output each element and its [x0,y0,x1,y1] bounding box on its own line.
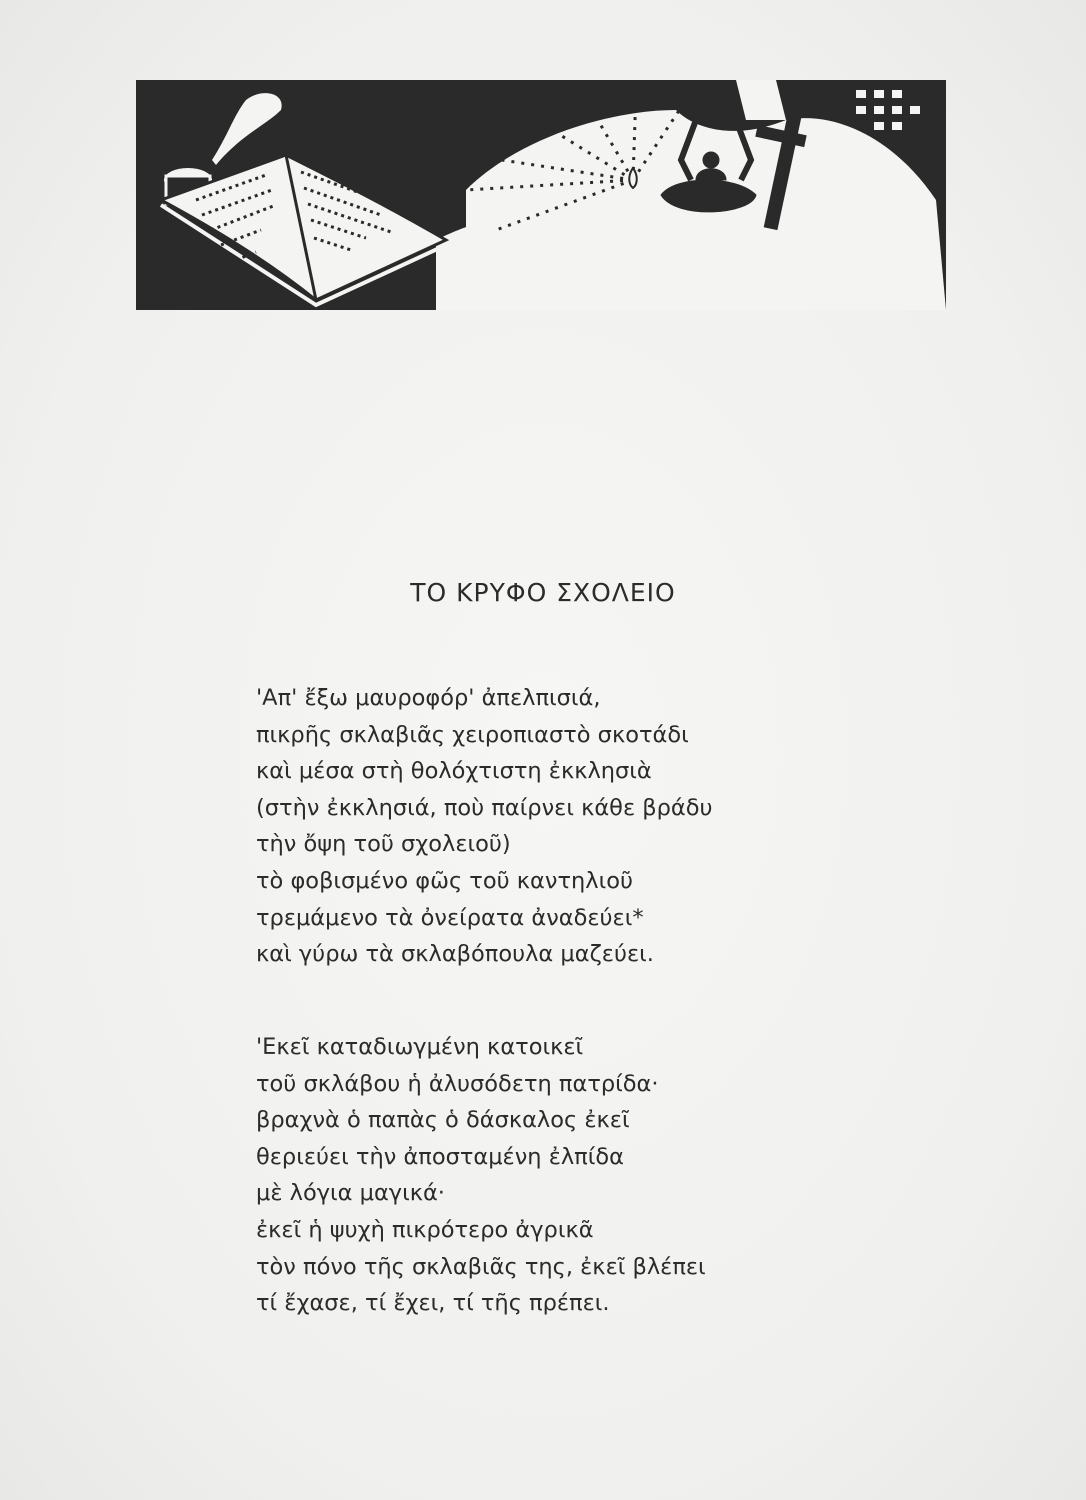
poem-line: ἐκεῖ ἡ ψυχὴ πικρότερο ἀγρικᾶ [256,1216,594,1243]
poem-line: βραχνὰ ὁ παπὰς ὁ δάσκαλος ἐκεῖ [256,1107,630,1134]
poem-line: καὶ γύρω τὰ σκλαβόπουλα μαζεύει. [256,941,654,968]
poem-line: τρεμάμενο τὰ ὀνείρατα ἀναδεύει* [256,904,644,931]
poem-line: τὴν ὄψη τοῦ σχολειοῦ) [256,831,511,858]
poem-line: πικρῆς σκλαβιᾶς χειροπιαστὸ σκοτάδι [256,721,689,748]
poem-line: μὲ λόγια μαγικά· [256,1180,445,1207]
poem-line: 'Εκεῖ καταδιωγμένη κατοικεῖ [256,1034,584,1060]
woodcut-illustration [136,80,946,310]
poem-line: θεριεύει τὴν ἀποσταμένη ἐλπίδα [256,1143,624,1170]
poem-line: (στὴν ἐκκλησιά, ποὺ παίρνει κάθε βράδυ [256,794,713,821]
poem-title: ΤΟ ΚΡΥΦΟ ΣΧΟΛΕΙΟ [410,578,676,607]
poem-line: καὶ μέσα στὴ θολόχτιστη ἐκκλησιὰ [256,758,652,785]
poem-line: 'Απ' ἔξω μαυροφόρ' ἀπελπισιά, [256,685,601,711]
poem-line: τί ἔχασε, τί ἔχει, τί τῆς πρέπει. [256,1290,610,1317]
lamp-flame [629,168,637,188]
stanza-1 [256,680,856,973]
stanza-2 [256,1029,856,1322]
poem-line: τοῦ σκλάβου ἡ ἀλυσόδετη πατρίδα· [256,1070,659,1097]
poem-line: τὸ φοβισμένο φῶς τοῦ καντηλιοῦ [256,867,633,894]
poem-line: τὸν πόνο τῆς σκλαβιᾶς της, ἐκεῖ βλέπει [256,1253,706,1280]
